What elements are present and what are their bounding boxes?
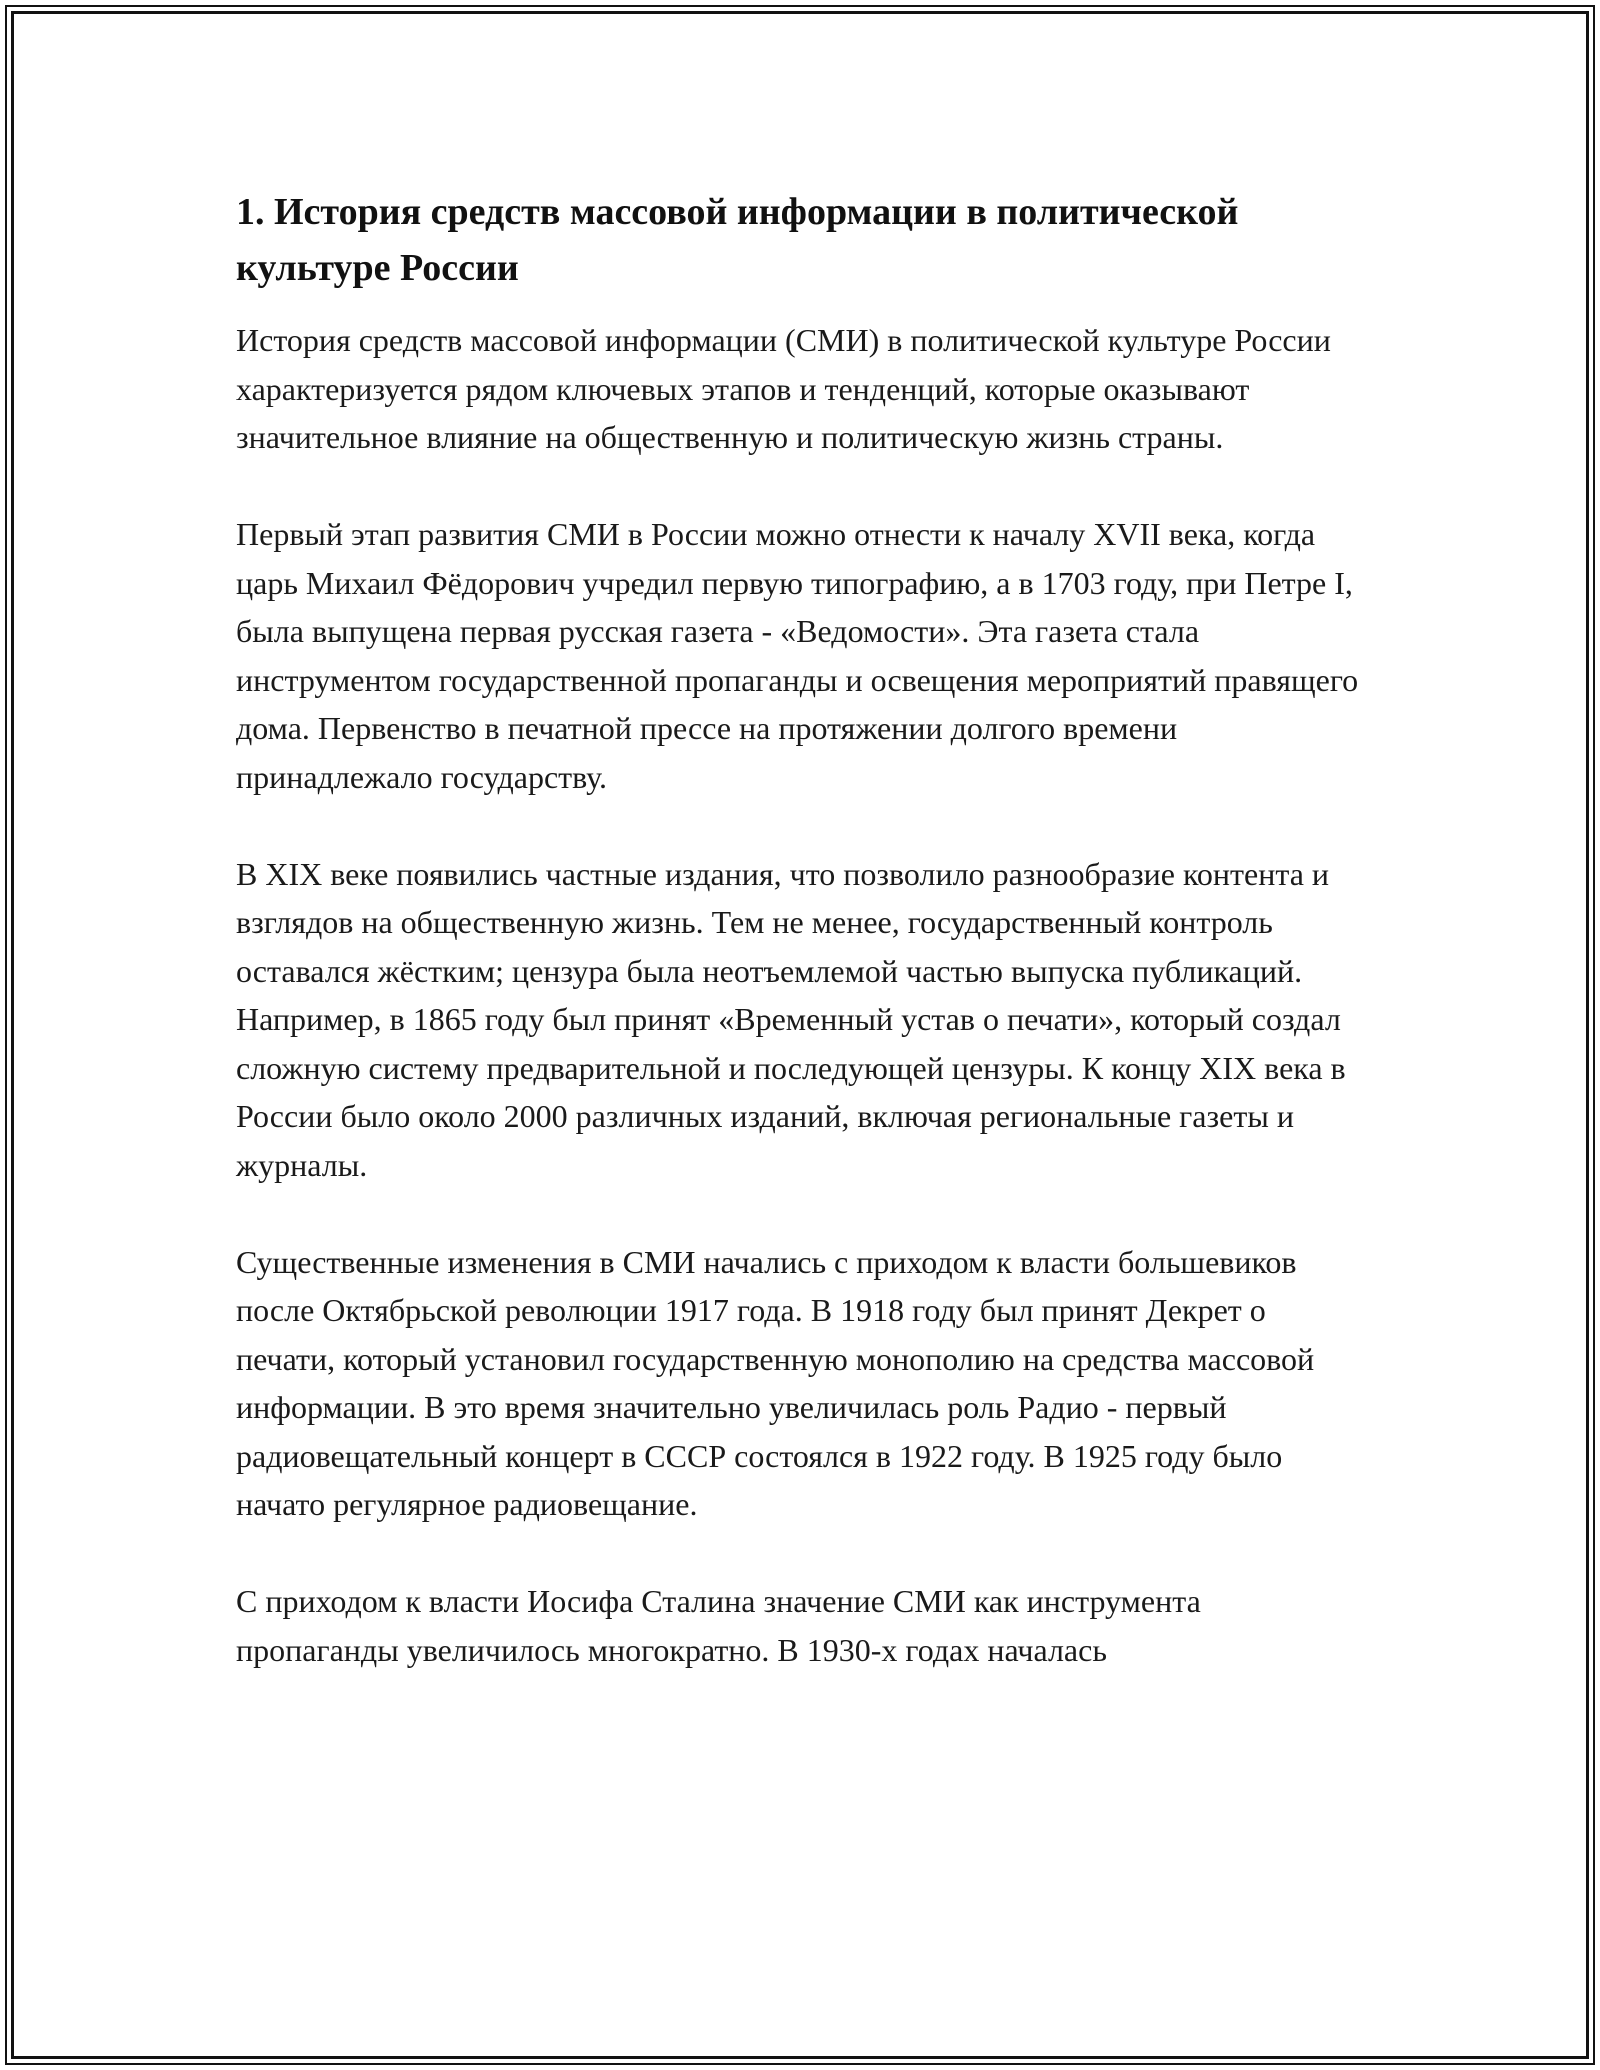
- paragraph-intro: История средств массовой информации (СМИ) в политической культуре России характеризуется рядом ключевых этапов и тенденций, которые оказывают значительное влияние на общественную и политическую жизнь страны.: [236, 322, 1331, 455]
- paragraph-19th-century: В XIX веке появились частные издания, что позволило разнообразие контента и взглядов на общественную жизнь. Тем не менее, государственный контроль оставался жёстким; цензура была неотъемлемой частью выпуска публикаций. Например, в 1865 году был принят «Временный устав о печати», который создал сложную систему предварительной и последующей цензуры. К концу XIX века в России было около 2000 различных изданий, включая региональные газеты и журналы.: [236, 855, 1346, 1183]
- document-title: 1. История средств массовой информации в политической культуре России: [236, 191, 1239, 289]
- paragraph-soviet-changes: Существенные изменения в СМИ начались с приходом к власти большевиков после Октябрьской революции 1917 года. В 1918 году был принят Декрет о печати, который установил государственную монополию на средства массовой информации. В это время значительно увеличилась роль Радио - первый радиовещательный концерт в СССР состоялся в 1922 году. В 1925 году было начато регулярное радиовещание.: [236, 1243, 1315, 1522]
- paragraph-first-stage: Первый этап развития СМИ в России можно отнести к началу XVII века, когда царь Михаил Фёдорович учредил первую типографию, а в 1703 году, при Петре I, была выпущена первая русская газета - «Ведомости». Эта газета стала инструментом государственной пропаганды и освещения мероприятий правящего дома. Первенство в печатной прессе на протяжении долгого времени принадлежало государству.: [236, 516, 1359, 795]
- paragraph-stalin-era: С приходом к власти Иосифа Сталина значение СМИ как инструмента пропаганды увеличилось многократно. В 1930-х годах началась: [236, 1583, 1201, 1668]
- document-body: [236, 184, 1366, 1723]
